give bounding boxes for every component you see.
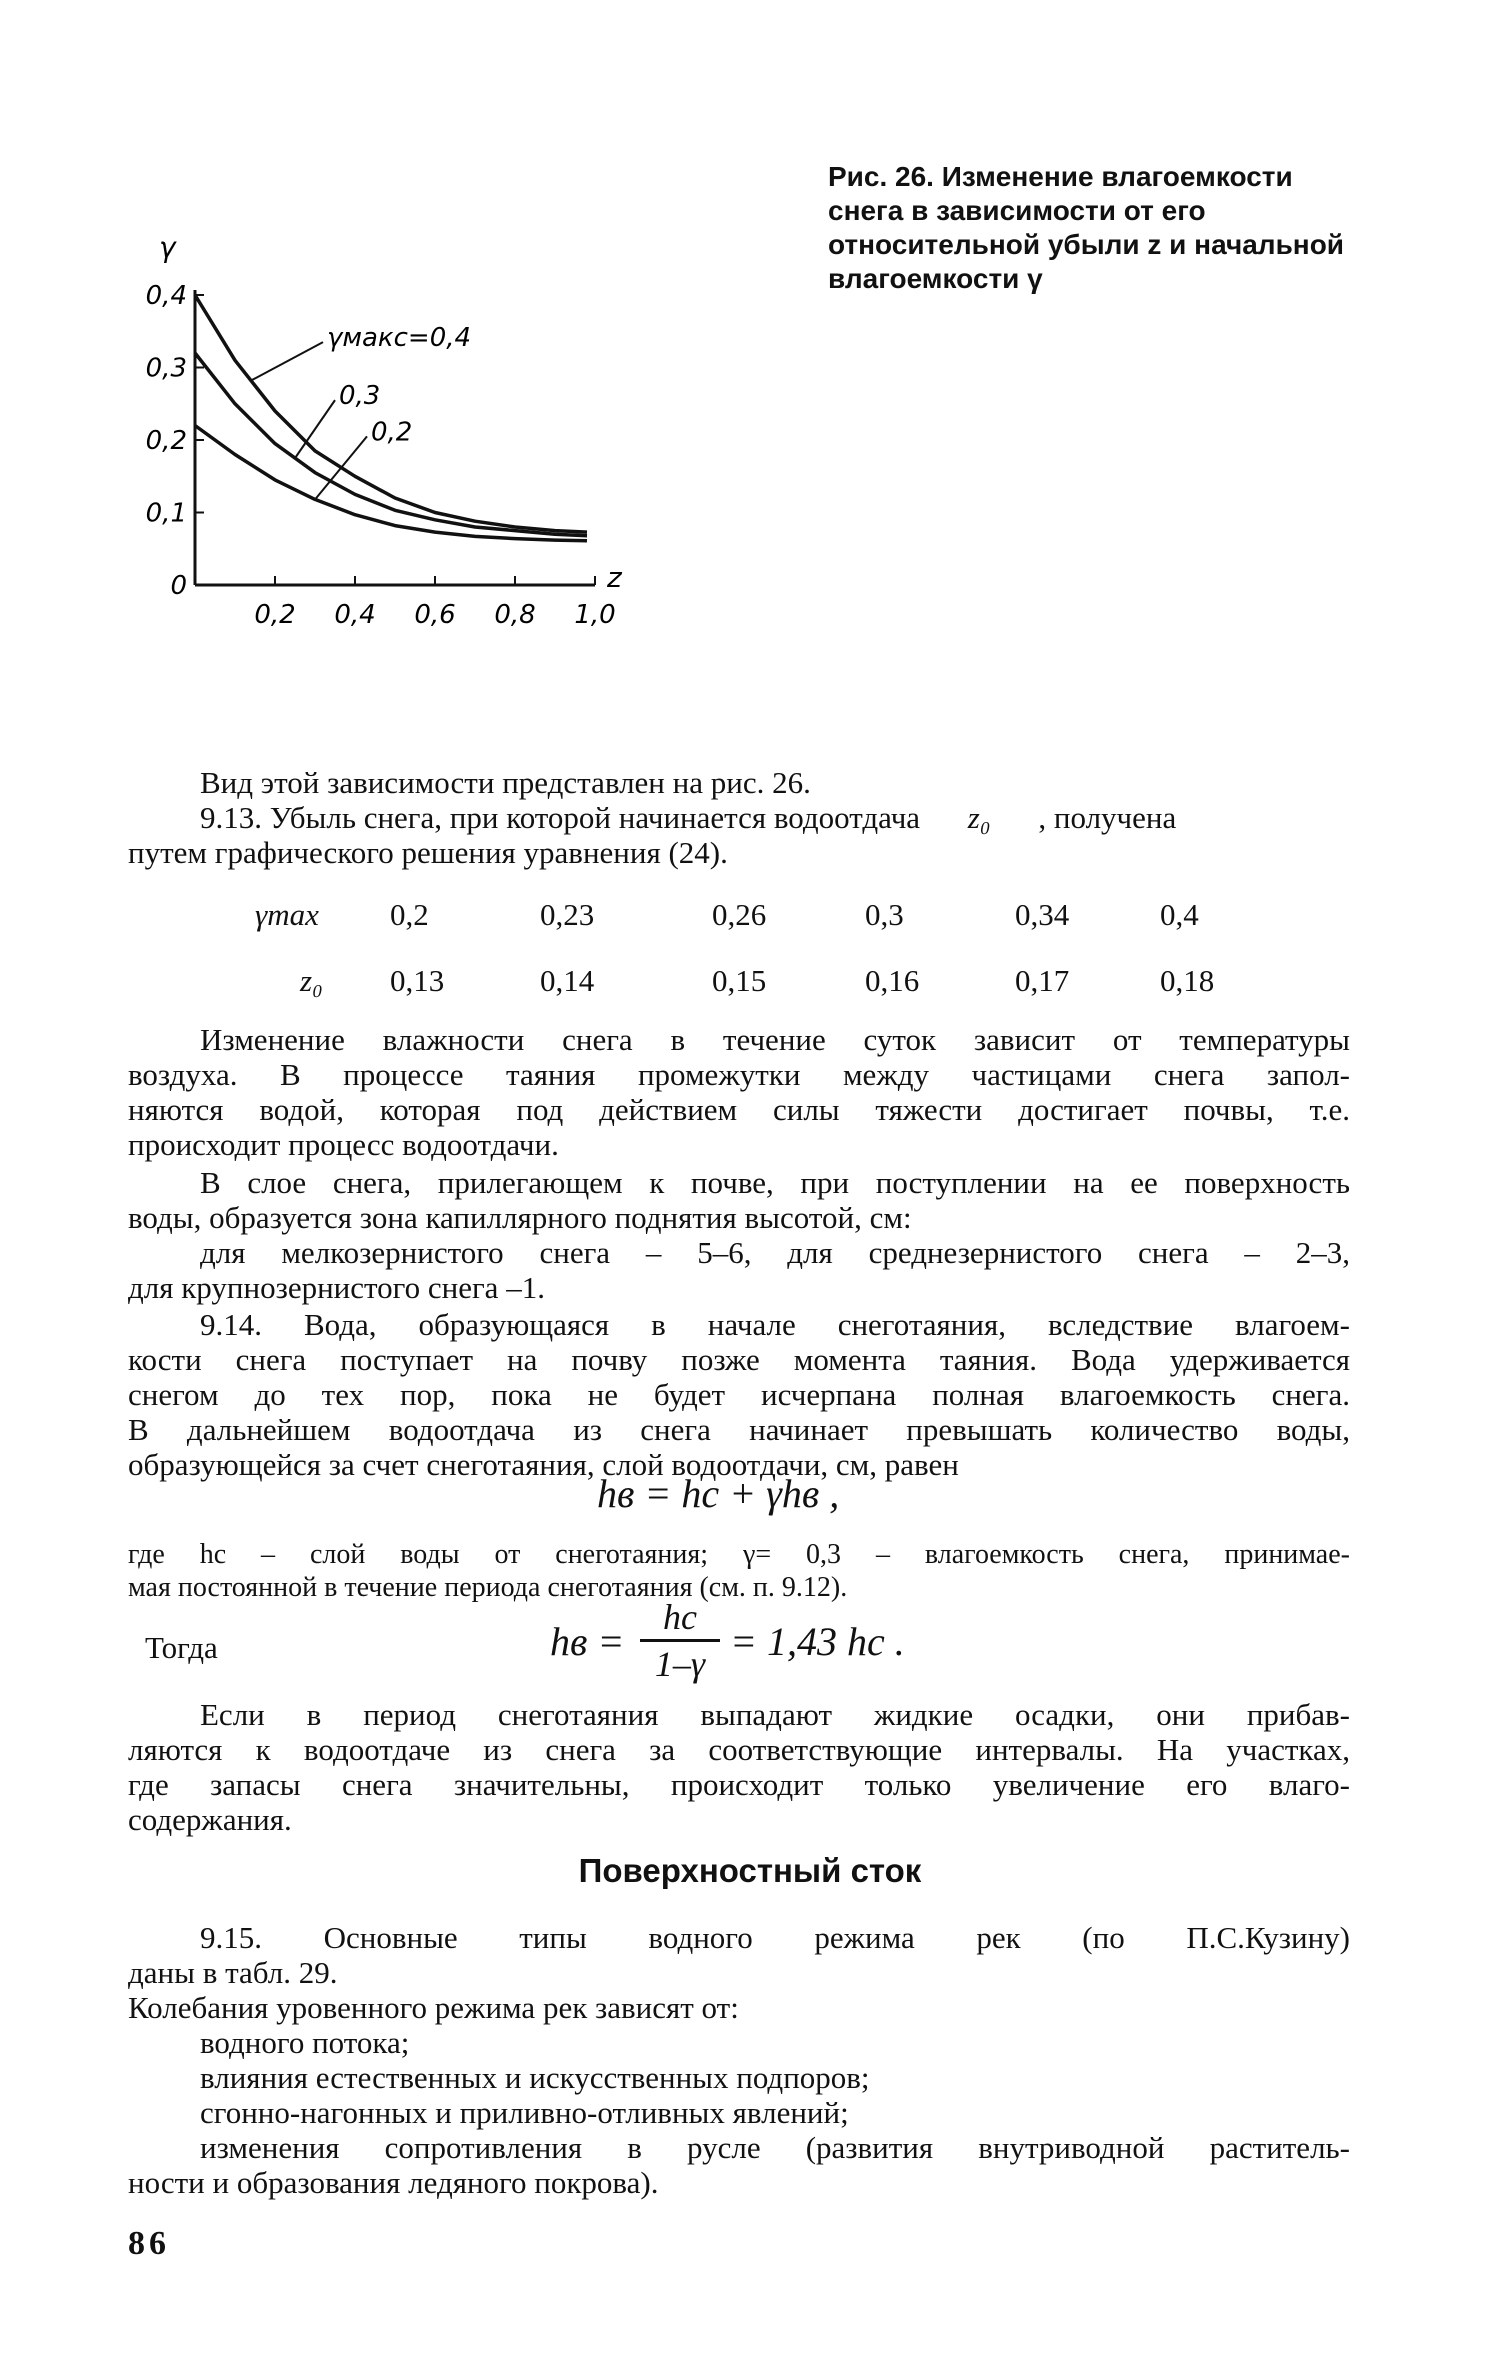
table-cell: 0,23 xyxy=(540,897,595,932)
paragraph-9-14-l5: образующейся за счет снеготаяния, слой водоотдачи, см, равен xyxy=(128,1447,959,1482)
formula-water-yield: hв = hс + γhв , xyxy=(597,1471,840,1516)
formula2-fraction xyxy=(640,1595,720,1686)
section-heading: Поверхностный сток xyxy=(578,1852,922,1889)
table-row-z0 xyxy=(255,963,1255,1003)
figure-caption: Рис. 26. Изменение влагоемкости снега в зависимости от его относительной убыли z и начальной влагоемкости γ xyxy=(828,161,1345,294)
paragraph-precip-l1: Если в период снеготаяния выпадают жидкие осадки, они прибав- xyxy=(200,1697,1350,1732)
paragraph-grain-l2: для крупнозернистого снега –1. xyxy=(128,1270,545,1305)
paragraph-9-15-l2: даны в табл. 29. xyxy=(128,1955,338,1990)
y-tick-label: 0,3 xyxy=(145,353,187,384)
paragraph-precip-l4: содержания. xyxy=(128,1802,292,1837)
table-cell: 0,17 xyxy=(1015,963,1070,998)
paragraph-9-14-l1: 9.14. Вода, образующаяся в начале снеготаяния, вследствие влагоем- xyxy=(200,1307,1350,1342)
paragraph-9-14-l2: кости снега поступает на почву позже момента таяния. Вода удерживается xyxy=(128,1342,1350,1377)
formula2-lhs: hв = xyxy=(550,1619,625,1664)
table-label-z0: z₀ xyxy=(300,963,323,998)
series-label: 0,3 xyxy=(339,381,381,412)
paragraph-where-l2: мая постоянной в течение периода снеготаяния (см. п. 9.12). xyxy=(128,1572,848,1603)
list-item-continuation: ности и образования ледяного покрова). xyxy=(128,2165,659,2200)
page-number: 86 xyxy=(128,2225,170,2262)
x-tick-label: 0,4 xyxy=(334,600,376,630)
y-tick-label: 0,2 xyxy=(145,426,187,456)
table-cell: 0,13 xyxy=(390,963,445,998)
x-tick-label: 0,6 xyxy=(414,600,456,630)
y-tick-label: 0,4 xyxy=(145,281,187,311)
paragraph-9-13-line1 xyxy=(200,800,1350,835)
x-axis-label: z xyxy=(607,561,622,594)
paragraph-capillary-l2: воды, образуется зона капиллярного поднятия высотой, см: xyxy=(128,1200,912,1235)
y-axis-label: γ xyxy=(159,231,176,264)
p2-text-a: 9.13. Убыль снега, при которой начинается водоотдача xyxy=(200,800,921,835)
list-item: водного потока; xyxy=(200,2025,410,2060)
chart-labels xyxy=(146,231,623,630)
table-cell: 0,3 xyxy=(865,897,904,932)
formula2-numerator: hс xyxy=(663,1597,697,1637)
table-cell: 0,15 xyxy=(712,963,767,998)
series-leader-line xyxy=(251,342,323,380)
paragraph-humidity-l2: воздуха. В процессе таяния промежутки между частицами снега запол- xyxy=(128,1057,1350,1092)
paragraph-figure-ref: Вид этой зависимости представлен на рис. 26. xyxy=(200,765,811,800)
list-item: сгонно-нагонных и приливно-отливных явлений; xyxy=(200,2095,849,2130)
paragraph-humidity-l1: Изменение влажности снега в течение суток зависит от температуры xyxy=(200,1022,1350,1057)
table-cell: 0,14 xyxy=(540,963,595,998)
p2-text-b: , получена xyxy=(1038,800,1177,835)
paragraph-capillary-l1: В слое снега, прилегающем к почве, при поступлении на ее поверхность xyxy=(200,1165,1350,1200)
table-cell: 0,16 xyxy=(865,963,920,998)
paragraph-fluctuations: Колебания уровенного режима рек зависят от: xyxy=(128,1990,739,2025)
paragraph-9-13-line2: путем графического решения уравнения (24). xyxy=(128,835,728,870)
paragraph-9-14-l4: В дальнейшем водоотдача из снега начинает превышать количество воды, xyxy=(128,1412,1350,1447)
paragraph-9-14-l3: снегом до тех пор, пока не будет исчерпана полная влагоемкость снега. xyxy=(128,1377,1350,1412)
y-tick-label: 0,1 xyxy=(145,498,187,529)
formula2-denominator: 1–γ xyxy=(654,1644,706,1684)
list-item: влияния естественных и искусственных подпоров; xyxy=(200,2060,870,2095)
chart-figure-26 xyxy=(100,150,800,720)
paragraph-where-l1: где hс – слой воды от снеготаяния; γ= 0,3 – влагоемкость снега, принимае- xyxy=(128,1539,1350,1570)
z0-symbol: z₀ xyxy=(967,800,991,835)
table-cell: 0,18 xyxy=(1160,963,1215,998)
table-cell: 0,26 xyxy=(712,897,767,932)
y-tick-label: 0 xyxy=(170,571,187,601)
paragraph-grain-l1: для мелкозернистого снега – 5–6, для среднезернистого снега – 2–3, xyxy=(200,1235,1350,1270)
x-tick-label: 0,8 xyxy=(494,600,536,630)
paragraph-precip-l3: где запасы снега значительны, происходит только увеличение его влаго- xyxy=(128,1767,1350,1802)
paragraph-humidity-l4: происходит процесс водоотдачи. xyxy=(128,1127,559,1162)
table-cell: 0,34 xyxy=(1015,897,1070,932)
x-tick-label: 1,0 xyxy=(574,600,616,630)
x-tick-label: 0,2 xyxy=(254,600,296,630)
paragraph-9-15-l1: 9.15. Основные типы водного режима рек (по П.С.Кузину) xyxy=(200,1920,1350,1955)
formula2-rhs: = 1,43 hс . xyxy=(730,1619,905,1664)
table-label-gamma-max: γmax xyxy=(255,897,319,932)
series-leader-line xyxy=(315,436,367,499)
then-label: Тогда xyxy=(145,1630,218,1665)
paragraph-precip-l2: ляются к водоотдаче из снега за соответствующие интервалы. На участках, xyxy=(128,1732,1350,1767)
list-item: изменения сопротивления в русле (развития внутриводной раститель- xyxy=(200,2130,1350,2165)
series-label: 0,2 xyxy=(371,417,413,448)
series-label: γмакс=0,4 xyxy=(327,323,472,354)
table-cell: 0,4 xyxy=(1160,897,1199,932)
table-cell: 0,2 xyxy=(390,897,429,932)
paragraph-humidity-l3: няются водой, которая под действием силы тяжести достигает почвы, т.е. xyxy=(128,1092,1350,1127)
table-row-gamma-max xyxy=(255,897,1255,937)
